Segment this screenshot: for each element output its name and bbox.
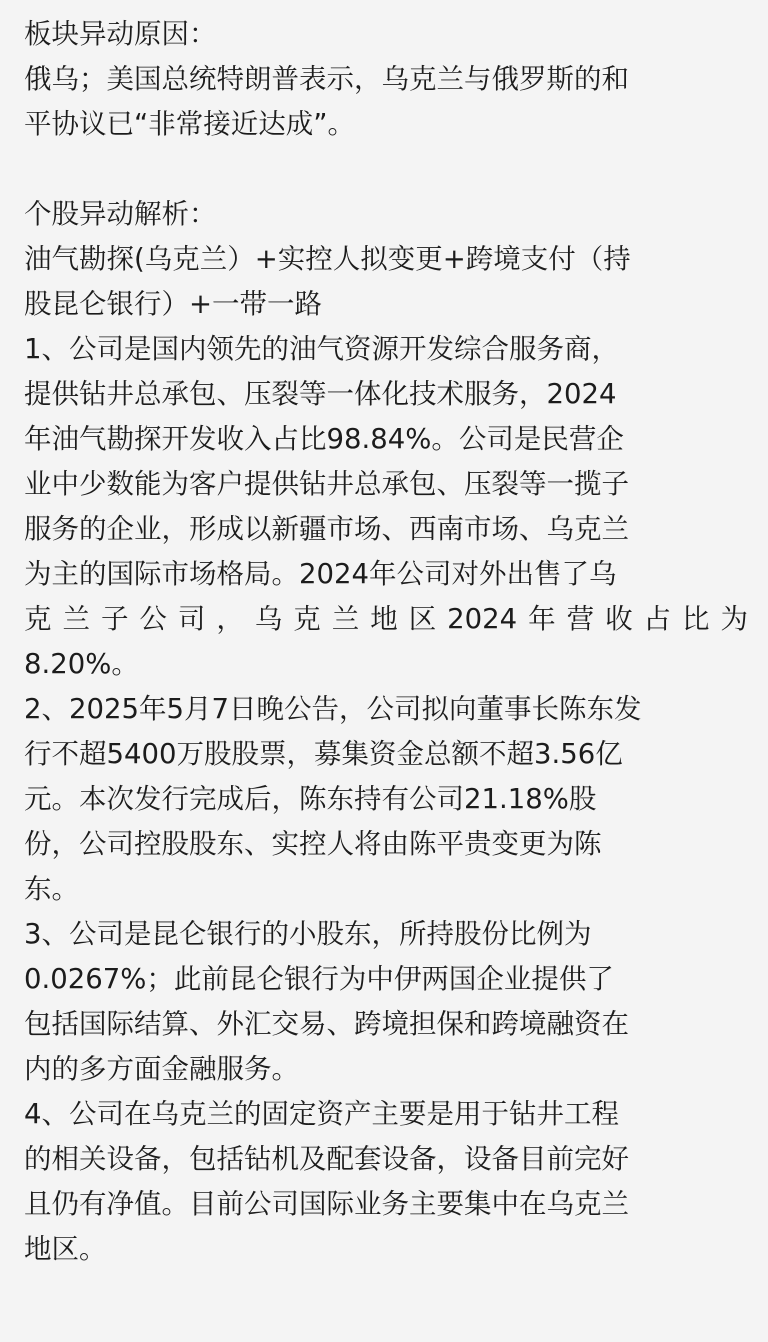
point-1-line: 业中少数能为客户提供钻井总承包、压裂等一揽子	[24, 468, 629, 500]
article-body	[24, 12, 748, 1272]
point-1-line: 8.20%。	[24, 648, 139, 680]
point-4-line: 地区。	[24, 1233, 107, 1265]
point-3-line: 3、公司是昆仑银行的小股东，所持股份比例为	[24, 918, 592, 950]
point-1-line: 1、公司是国内领先的油气资源开发综合服务商，	[24, 333, 619, 365]
stock-tags-line: 油气勘探(乌克兰）+实控人拟变更+跨境支付（持	[24, 243, 631, 275]
point-3-line: 包括国际结算、外汇交易、跨境担保和跨境融资在	[24, 1008, 629, 1040]
point-1-line: 服务的企业，形成以新疆市场、西南市场、乌克兰	[24, 513, 629, 545]
stock-tags-line: 股昆仑银行）+一带一路	[24, 288, 323, 320]
point-4-line: 4、公司在乌克兰的固定资产主要是用于钻井工程	[24, 1098, 619, 1130]
point-3-line: 0.0267%；此前昆仑银行为中伊两国企业提供了	[24, 963, 614, 995]
sector-heading: 板块异动原因：	[24, 18, 217, 50]
sector-reason-line: 平协议已“非常接近达成”。	[24, 108, 355, 140]
point-1-line: 克兰子公司，乌克兰地区2024年营收占比为	[24, 603, 748, 635]
point-1-line: 为主的国际市场格局。2024年公司对外出售了乌	[24, 558, 617, 590]
point-4-line: 且仍有净值。目前公司国际业务主要集中在乌克兰	[24, 1188, 629, 1220]
point-1-line: 提供钻井总承包、压裂等一体化技术服务，2024	[24, 378, 617, 410]
stock-heading: 个股异动解析：	[24, 198, 217, 230]
point-1-line: 年油气勘探开发收入占比98.84%。公司是民营企	[24, 423, 624, 455]
point-2-line: 东。	[24, 873, 79, 905]
point-2-line: 行不超5400万股股票，募集资金总额不超3.56亿	[24, 738, 623, 770]
sector-reason-line: 俄乌；美国总统特朗普表示，乌克兰与俄罗斯的和	[24, 63, 629, 95]
point-3-line: 内的多方面金融服务。	[24, 1053, 299, 1085]
point-2-line: 元。本次发行完成后，陈东持有公司21.18%股	[24, 783, 597, 815]
paragraph-gap	[24, 147, 748, 192]
point-2-line: 2、2025年5月7日晚公告，公司拟向董事长陈东发	[24, 693, 642, 725]
point-2-line: 份，公司控股股东、实控人将由陈平贵变更为陈	[24, 828, 602, 860]
point-4-line: 的相关设备，包括钻机及配套设备，设备目前完好	[24, 1143, 629, 1175]
